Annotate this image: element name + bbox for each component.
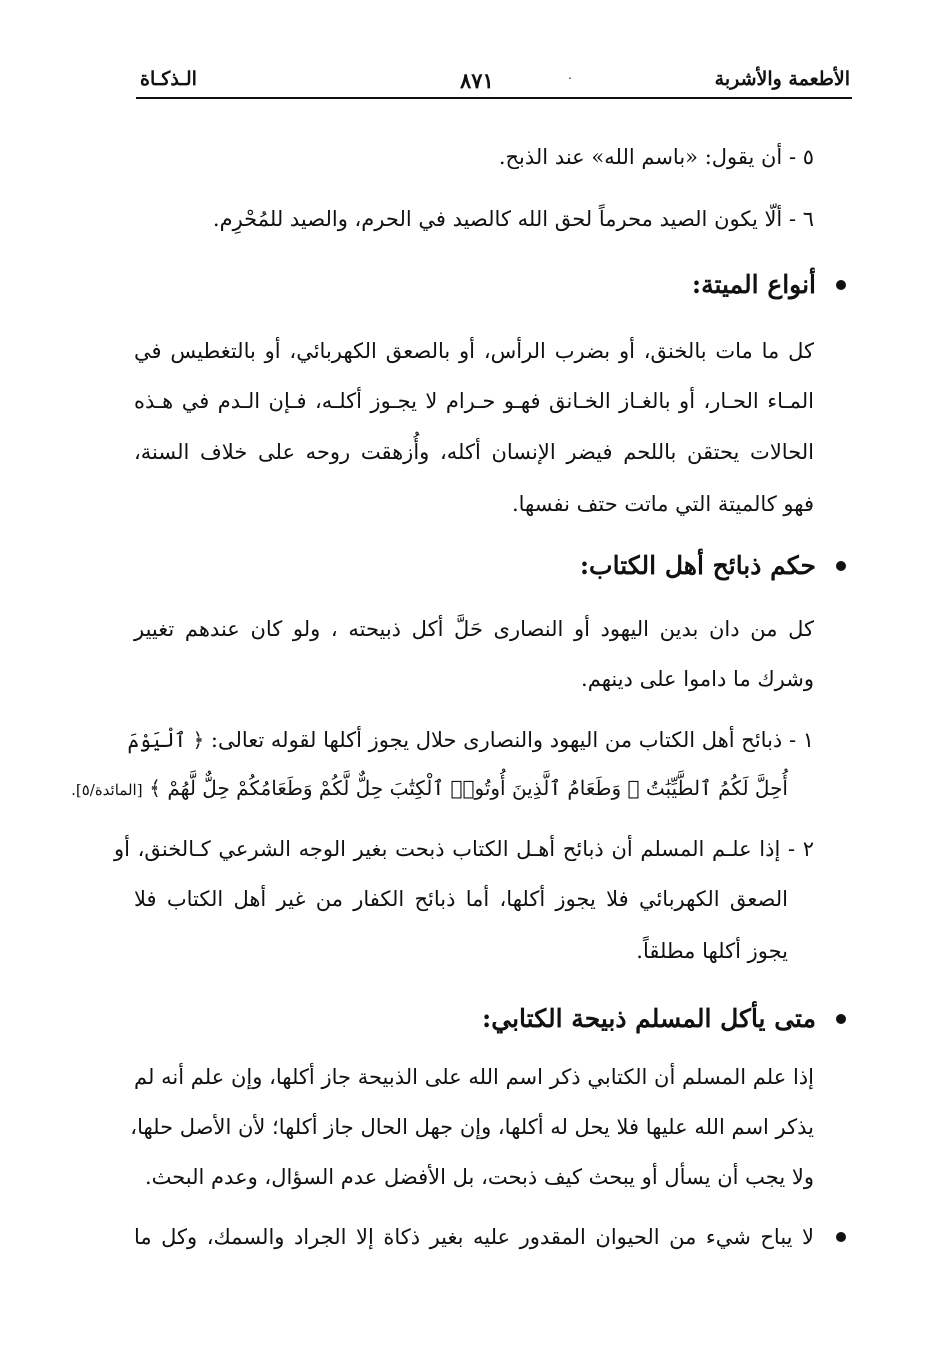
paragraph-line: ولا يجب أن يسأل أو يبحث كيف ذبحت، بل الأفضل عدم السؤال، وعدم البحث. — [144, 1165, 814, 1189]
point-1-line — [114, 725, 814, 755]
chapter-title: الأطعمة والأشربة — [714, 68, 850, 90]
page-number: ٨٧١ — [460, 68, 494, 93]
point-2-line: ٢ - إذا علـم المسلم أن ذبائح أهـل الكتاب ذبحت بغير الوجه الشرعي كـالخنق، أو — [114, 837, 814, 861]
point-1-text: ١ - ذبائح أهل الكتاب من اليهود والنصارى حلال يجوز أكلها لقوله تعالى: — [210, 728, 814, 752]
heading-when-muslim-eats: متى يأكل المسلم ذبيحة الكتابي: — [482, 1004, 816, 1033]
bullet-icon — [836, 280, 846, 290]
section-title: الـذكـاة — [140, 68, 197, 90]
paragraph-line: كل من دان بدين اليهود أو النصارى حَلَّ أكل ذبيحته ، ولو كان عندهم تغيير — [134, 617, 814, 641]
quran-reference: [المائدة/٥]. — [71, 781, 143, 799]
header-rule — [136, 97, 852, 99]
point-2-line: يجوز أكلها مطلقاً. — [636, 939, 788, 963]
bullet-icon — [836, 561, 846, 571]
list-item-6: ٦ - ألّا يكون الصيد محرماً لحق الله كالصيد في الحرم، والصيد للمُحْرِم. — [212, 207, 814, 231]
paragraph-line: المـاء الحـار، أو بالغـاز الخـانق فهـو حـرام لا يجـوز أكلـه، فـإن الـدم في هـذه — [134, 389, 814, 413]
paragraph-line: الحالات يحتقن باللحم فيضر الإنسان أكله، وأُزهقت روحه على خلاف السنة، — [134, 440, 814, 464]
quran-line — [71, 773, 788, 805]
bullet-icon — [836, 1014, 846, 1024]
list-item-5: ٥ - أن يقول: «باسم الله» عند الذبح. — [498, 145, 814, 169]
paragraph-line: فهو كالميتة التي ماتت حتف نفسها. — [511, 492, 814, 516]
quran-verse: أُحِلَّ لَكُمُ ٱلطَّيِّبَٰتُ ۖ وَطَعَامُ ٱلَّذِينَ أُوتُوا۟ ٱلْكِتَٰبَ حِلٌّ لَّكُمْ وَطَعَامُكُمْ حِلٌّ لَّهُمْ ﴾ — [149, 776, 788, 800]
header-dot: . — [568, 68, 572, 82]
heading-types-of-carrion: أنواع الميتة: — [691, 270, 816, 299]
bullet-icon — [836, 1232, 846, 1242]
quran-verse-start: ﴿ ٱلْيَوْمَ — [127, 728, 205, 752]
paragraph-line: يذكر اسم الله عليها فلا يحل له أكلها، وإن جهل الحال جاز أكلها؛ لأن الأصل حلها، — [130, 1115, 814, 1139]
running-header — [140, 64, 850, 96]
point-2-line: الصعق الكهربائي فلا يجوز أكلها، أما ذبائح الكفار من غير أهل الكتاب فلا — [134, 887, 788, 911]
heading-people-of-book-slaughter: حكم ذبائح أهل الكتاب: — [579, 551, 816, 580]
final-bullet-line: لا يباح شيء من الحيوان المقدور عليه بغير ذكاة إلا الجراد والسمك، وكل ما — [134, 1225, 814, 1249]
paragraph-line: وشرك ما داموا على دينهم. — [581, 667, 814, 691]
paragraph-line: إذا علم المسلم أن الكتابي ذكر اسم الله على الذبيحة جاز أكلها، وإن علم أنه لم — [134, 1065, 814, 1089]
paragraph-line: كل ما مات بالخنق، أو بضرب الرأس، أو بالصعق الكهربائي، أو بالتغطيس في — [134, 339, 814, 363]
